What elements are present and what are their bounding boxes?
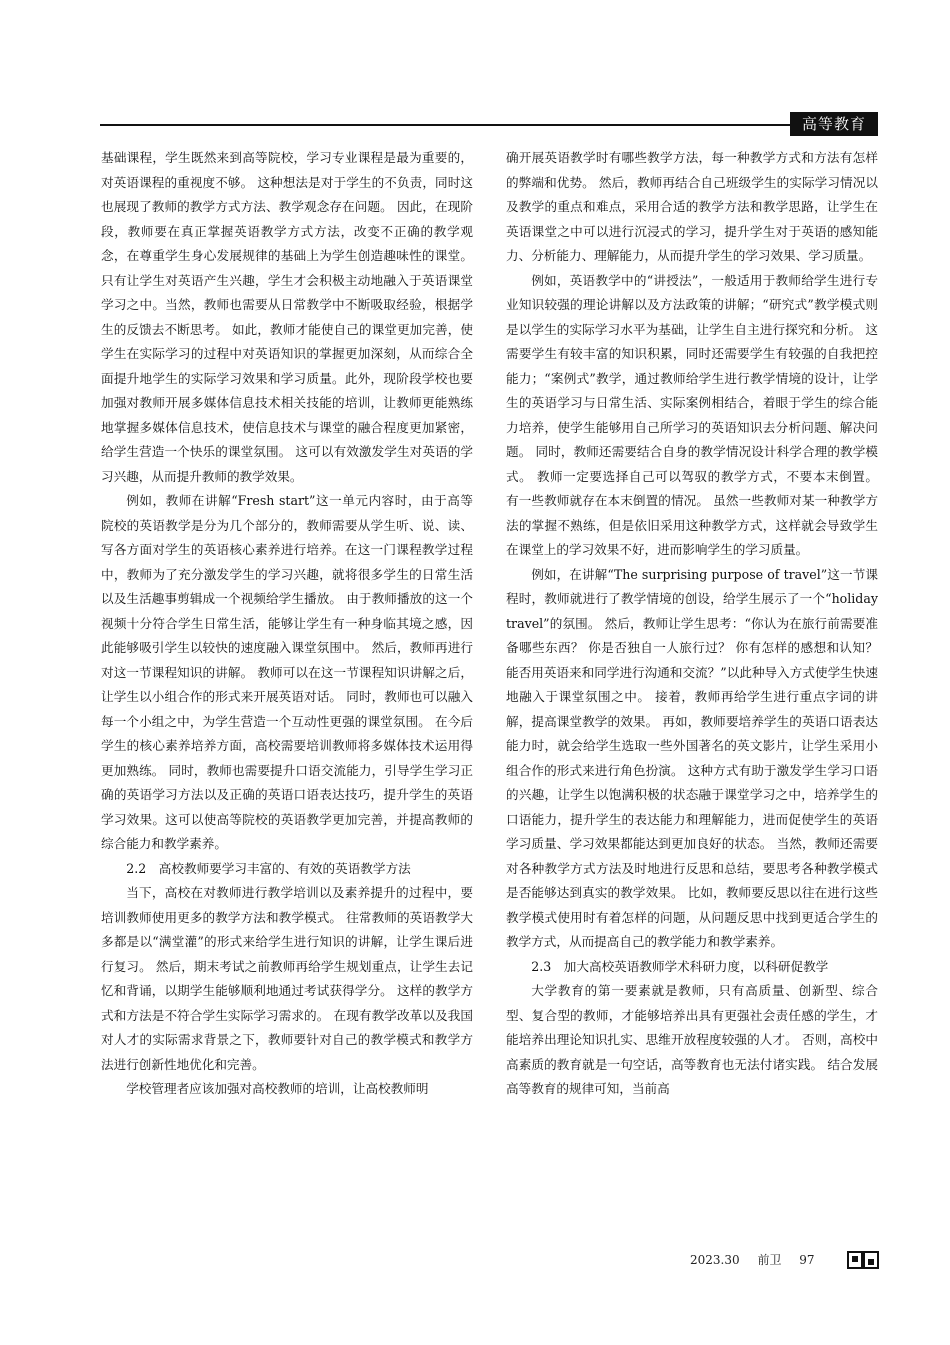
paragraph: 大学教育的第一要素就是教师，只有高质量、创新型、综合型、复合型的教师，才能够培养出具有更强社会责任感的学生，才能培养出理论知识扎实、思维开放程度较强的人才。 否则，高校中高素质的教育就是一句空话，高等教育也无法付诸实践。 结合发展高等教育的规律可知，当前高 [506,983,878,1096]
paragraph: 例如，在讲解“The surprising purpose of travel”这一节课程时，教师就进行了教学情境的创设，给学生展示了一个“holiday travel”的氛围。 然后，教师让学生思考：“你认为在旅行前需要准备哪些东西？ 你是否独自一人旅行过？ 你有怎样的感想和认知？ 能否用英语来和同学进行沟通和交流？”以此种导入方式使学生快速地融入于课堂氛围之中。 接着，教师再给学生进行重点字词的讲解，提高课堂教学的效果。 再如，教师要培养学生的英语口语表达能力时，就会给学生选取一些外国著名的英文影片，让学生采用小组合作的形式来进行角色扮演。 这种方式有助于激发学生学习口语的兴趣，让学生以饱满积极的状态融于课堂学习之中，培养学生的口语能力，提升学生的表达能力和理解能力，进而促使学生的英语学习质量、学习效果都能达到更加良好的状态。 当然，教师还需要对各种教学方式方法及时地进行反思和总结，要思考各种教学模式是否能够达到真实的教学效果。 比如，教师要反思以往在进行这些教学模式使用时有着怎样的问题，从问题反思中找到更适合学生的教学方式，从而提高自己的教学能力和教学素养。 [506,566,878,949]
paragraph: 确开展英语教学时有哪些教学方法，每一种教学方式和方法有怎样的弊端和优势。 然后，教师再结合自己班级学生的实际学习情况以及教学的重点和难点，采用合适的教学方法和教学思路，让学生在英语课堂之中可以进行沉浸式的学习，提升学生对于英语的感知能力、分析能力、理解能力，从而提升学生的学习效果、学习质量。 [506,150,878,263]
section-tag: 高等教育 [790,112,878,136]
section-heading: 2.2 高校教师要学习丰富的、有效的英语教学方法 [126,860,411,876]
journal-logo-icon [847,1251,879,1269]
section-heading: 2.3 加大高校英语教师学术科研力度，以科研促教学 [531,958,829,974]
journal-name: 前卫 [757,1253,782,1267]
page-footer [690,1250,829,1270]
left-column [101,146,473,1102]
paragraph: 例如，英语教学中的“讲授法”，一般适用于教师给学生进行专业知识较强的理论讲解以及方法政策的讲解；“研究式”教学模式则是以学生的实际学习水平为基础，让学生自主进行探究和分析。 这需要学生有较丰富的知识积累，同时还需要学生有较强的自我把控能力；“案例式”教学，通过教师给学生进行教学情境的设计，让学生的英语学习与日常生活、实际案例相结合，着眼于学生的综合能力培养，使学生能够用自己所学习的英语知识去分析问题、解决问题。 同时，教师还需要结合自身的教学情况设计科学合理的教学模式。 教师一定要选择自己可以驾驭的教学方式，不要本末倒置。 有一些教师就存在本末倒置的情况。 虽然一些教师对某一种教学方法的掌握不熟练，但是依旧采用这种教学方式，这样就会导致学生在课堂上的学习效果不好，进而影响学生的学习质量。 [506,272,878,557]
page-number: 97 [799,1253,815,1267]
paragraph: 学校管理者应该加强对高校教师的培训，让高校教师明 [126,1081,429,1096]
paragraph: 当下，高校在对教师进行教学培训以及素养提升的过程中，要培训教师使用更多的教学方法和教学模式。 往常教师的英语教学大多都是以“满堂灌”的形式来给学生进行知识的讲解，让学生课后进行复习。 然后，期末考试之前教师再给学生规划重点，让学生去记忆和背诵，以期学生能够顺利地通过考试获得学分。 这样的教学方式和方法是不符合学生实际学习需求的。 在现有教学改革以及我国对人才的实际需求背景之下，教师要针对自己的教学模式和教学方法进行创新性地优化和完善。 [101,885,473,1072]
header-rule [100,124,838,126]
issue-number: 2023.30 [690,1253,740,1267]
paragraph: 例如，教师在讲解“Fresh start”这一单元内容时，由于高等院校的英语教学是分为几个部分的，教师需要从学生听、说、读、写各方面对学生的英语核心素养进行培养。在这一门课程教学过程中，教师为了充分激发学生的学习兴趣，就将很多学生的日常生活以及生活趣事剪辑成一个视频给学生播放。 由于教师播放的这一个视频十分符合学生日常生活，能够让学生有一种身临其境之感，因此能够吸引学生以较快的速度融入课堂氛围中。 然后，教师再进行对这一节课程知识的讲解。 教师可以在这一节课程知识讲解之后，让学生以小组合作的形式来开展英语对话。 同时，教师也可以融入每一个小组之中，为学生营造一个互动性更强的课堂氛围。 在今后学生的核心素养培养方面，高校需要培训教师将多媒体技术运用得更加熟练。 同时，教师也需要提升口语交流能力，引导学生学习正确的英语学习方法以及正确的英语口语表达技巧，提升学生的英语学习效果。这可以使高等院校的英语教学更加完善，并提高教师的综合能力和教学素养。 [101,493,473,851]
paragraph: 基础课程，学生既然来到高等院校，学习专业课程是最为重要的，对英语课程的重视度不够。 这种想法是对于学生的不负责，同时这也展现了教师的教学方式方法、教学观念存在问题。 因此，在现阶段，教师要在真正掌握英语教学方式方法，改变不正确的教学观念，在尊重学生身心发展规律的基础上为学生创造趣味性的课堂。 只有让学生对英语产生兴趣，学生才会积极主动地融入于英语课堂学习之中。当然，教师也需要从日常教学中不断吸取经验，根据学生的反馈去不断思考。 如此，教师才能使自己的课堂更加完善，使学生在实际学习的过程中对英语知识的掌握更加深刻，从而综合全面提升地学生的实际学习效果和学习质量。此外，现阶段学校也要加强对教师开展多媒体信息技术相关技能的培训，让教师更能熟练地掌握多媒体信息技术，使信息技术与课堂的融合程度更加紧密，给学生营造一个快乐的课堂氛围。 这可以有效激发学生对英语的学习兴趣，从而提升教师的教学效果。 [101,150,473,484]
right-column [506,146,878,1102]
